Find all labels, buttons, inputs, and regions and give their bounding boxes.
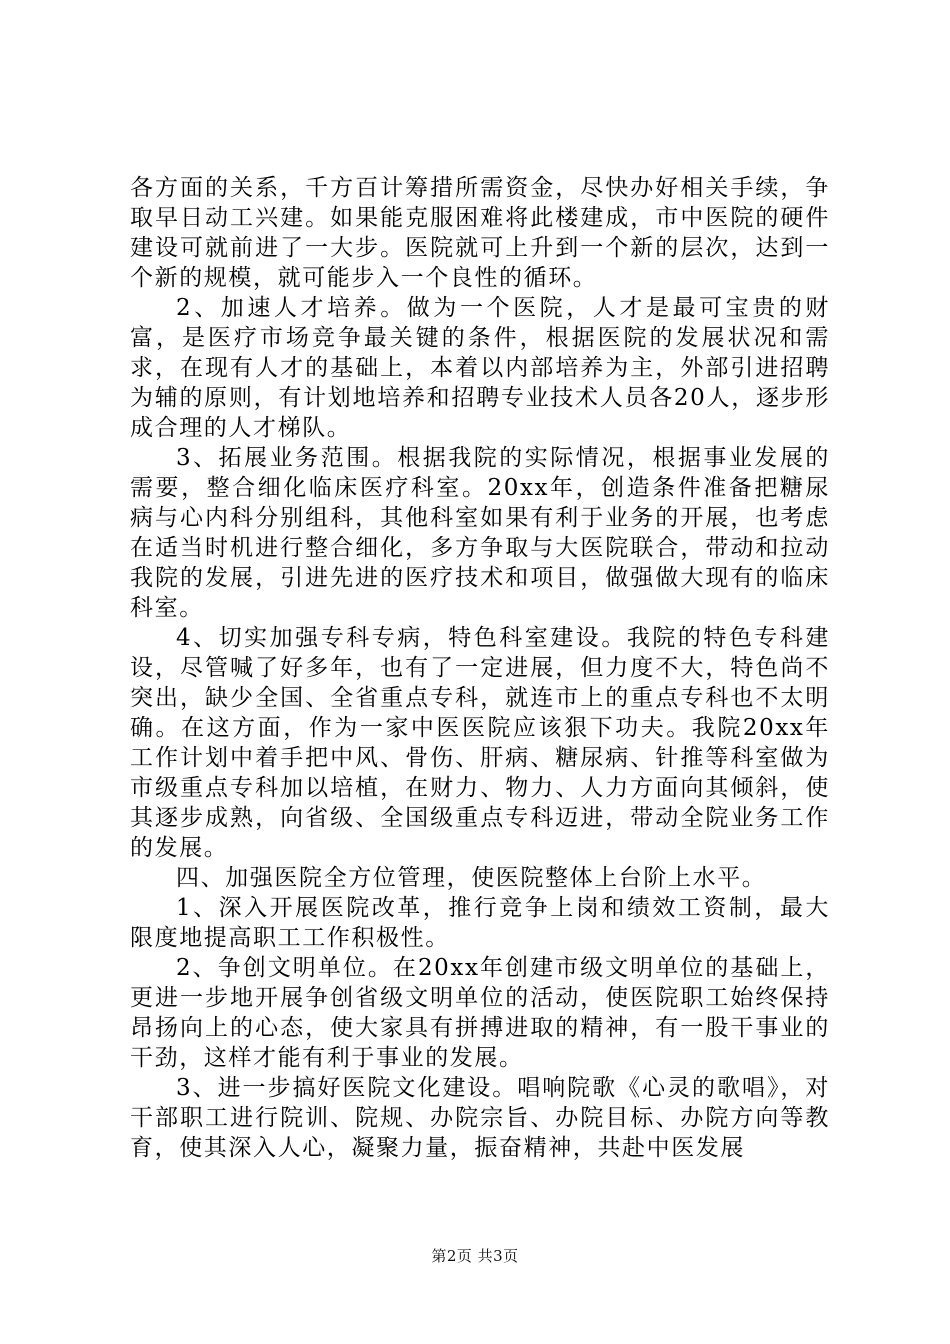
- document-body: [130, 173, 830, 1163]
- paragraph-business-scope: 3、拓展业务范围。根据我院的实际情况，根据事业发展的需要，整合细化临床医疗科室。20xx年，创造条件准备把糖尿病与心内科分别组科，其他科室如果有利于业务的开展，也考虑在适当时机进行整合细化，多方争取与大医院联合，带动和拉动我院的发展，引进先进的医疗技术和项目，做强做大现有的临床科室。: [130, 445, 830, 621]
- paragraph-section-heading: 四、加强医院全方位管理，使医院整体上台阶上水平。: [176, 865, 767, 891]
- paragraph-talent-training: 2、加速人才培养。做为一个医院，人才是最可宝贵的财富，是医疗市场竞争最关键的条件，根据医院的发展状况和需求，在现有人才的基础上，本着以内部培养为主，外部引进招聘为辅的原则，有计划地培养和招聘专业技术人员各20人，逐步形成合理的人才梯队。: [130, 295, 830, 441]
- page-number-footer: 第2页 共3页: [431, 1247, 519, 1265]
- paragraph-civilized-unit: 2、争创文明单位。在20xx年创建市级文明单位的基础上，更进一步地开展争创省级文明单位的活动，使医院职工始终保持昂扬向上的心态，使大家具有拼搏进取的精神，有一股干事业的干劲，这样才能有利于事业的发展。: [130, 955, 830, 1071]
- paragraph-hospital-culture: 3、进一步搞好医院文化建设。唱响院歌《心灵的歌唱》，对干部职工进行院训、院规、办院宗旨、办院目标、办院方向等教育，使其深入人心，凝聚力量，振奋精神，共赴中医发展: [130, 1075, 830, 1161]
- paragraph-hospital-reform: 1、深入开展医院改革，推行竞争上岗和绩效工资制，最大限度地提高职工工作积极性。: [130, 895, 830, 951]
- paragraph-continuation: 各方面的关系，千方百计筹措所需资金，尽快办好相关手续，争取早日动工兴建。如果能克服困难将此楼建成，市中医院的硬件建设可就前进了一大步。医院就可上升到一个新的层次，达到一个新的规模，就可能步入一个良性的循环。: [130, 175, 830, 291]
- paragraph-specialty-departments: 4、切实加强专科专病，特色科室建设。我院的特色专科建设，尽管喊了好多年，也有了一定进展，但力度不大，特色尚不突出，缺少全国、全省重点专科，就连市上的重点专科也不太明确。在这方面，作为一家中医医院应该狠下功夫。我院20xx年工作计划中着手把中风、骨伤、肝病、糖尿病、针推等科室做为市级重点专科加以培植，在财力、物力、人力方面向其倾斜，使其逐步成熟，向省级、全国级重点专科迈进，带动全院业务工作的发展。: [130, 625, 830, 861]
